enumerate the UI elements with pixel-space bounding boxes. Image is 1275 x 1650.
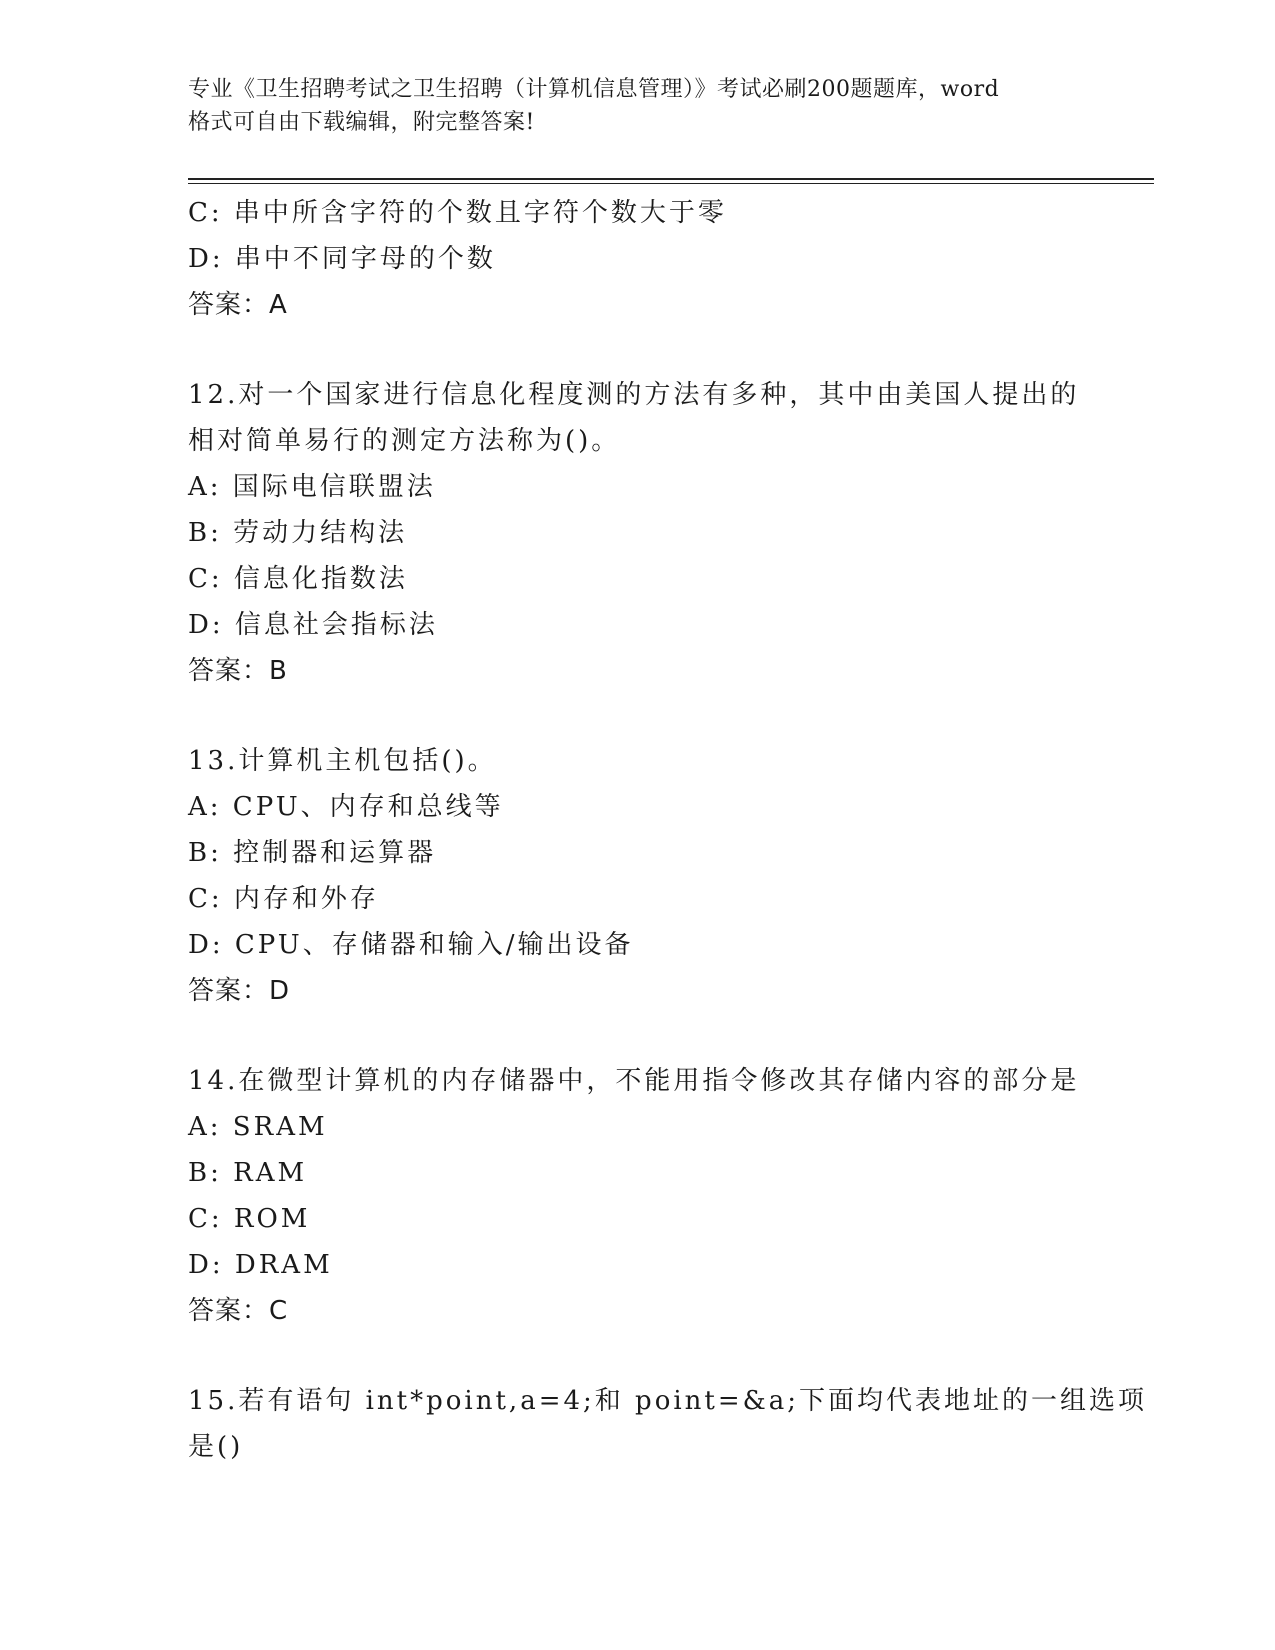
header-title-line-1: 专业《卫生招聘考试之卫生招聘（计算机信息管理）》考试必刷200题题库，word [188,77,1000,102]
question-stem: 12.对一个国家进行信息化程度测的方法有多种，其中由美国人提出的 [188,380,1080,410]
answer-line: 答案：C [188,1296,289,1326]
question-block-12 [188,372,1088,694]
option-b: B: 劳动力结构法 [188,518,408,548]
option-b: B: RAM [188,1158,308,1188]
option-b: B: 控制器和运算器 [188,838,437,868]
question-stem: 14.在微型计算机的内存储器中，不能用指令修改其存储内容的部分是 [188,1066,1080,1096]
option-a: A: CPU、内存和总线等 [188,792,504,822]
option-a: A: 国际电信联盟法 [188,472,436,502]
question-stem: 15.若有语句 int*point,a=4;和 point=&a;下面均代表地址的一组选项 [188,1386,1148,1416]
spacer [188,1014,1088,1058]
answer-line: 答案：A [188,290,288,320]
header-divider-thick [188,178,1154,180]
spacer [188,328,1088,372]
document-header [188,73,1088,139]
question-stem: 13.计算机主机包括()。 [188,746,497,776]
option-a: A: SRAM [188,1112,328,1142]
option-c: C: 串中所含字符的个数且字符个数大于零 [188,198,727,228]
answer-line: 答案：B [188,656,288,686]
question-block-13 [188,738,1088,1014]
answer-line: 答案：D [188,976,291,1006]
option-d: D: 信息社会指标法 [188,610,438,640]
option-d: D: 串中不同字母的个数 [188,244,496,274]
header-divider-thin [188,183,1154,184]
header-title-line-2: 格式可自由下载编辑，附完整答案! [188,110,535,135]
option-c: C: ROM [188,1204,311,1234]
question-block-15 [188,1378,1148,1470]
question-stem-continued: 是() [188,1432,244,1462]
question-block-14 [188,1058,1088,1334]
option-c: C: 信息化指数法 [188,564,408,594]
spacer [188,694,1088,738]
question-stem-continued: 相对简单易行的测定方法称为()。 [188,426,621,456]
question-block-11 [188,190,1088,328]
option-d: D: CPU、存储器和输入/输出设备 [188,930,634,960]
option-d: D: DRAM [188,1250,333,1280]
question-list [188,190,1148,1470]
spacer [188,1334,1088,1378]
option-c: C: 内存和外存 [188,884,379,914]
